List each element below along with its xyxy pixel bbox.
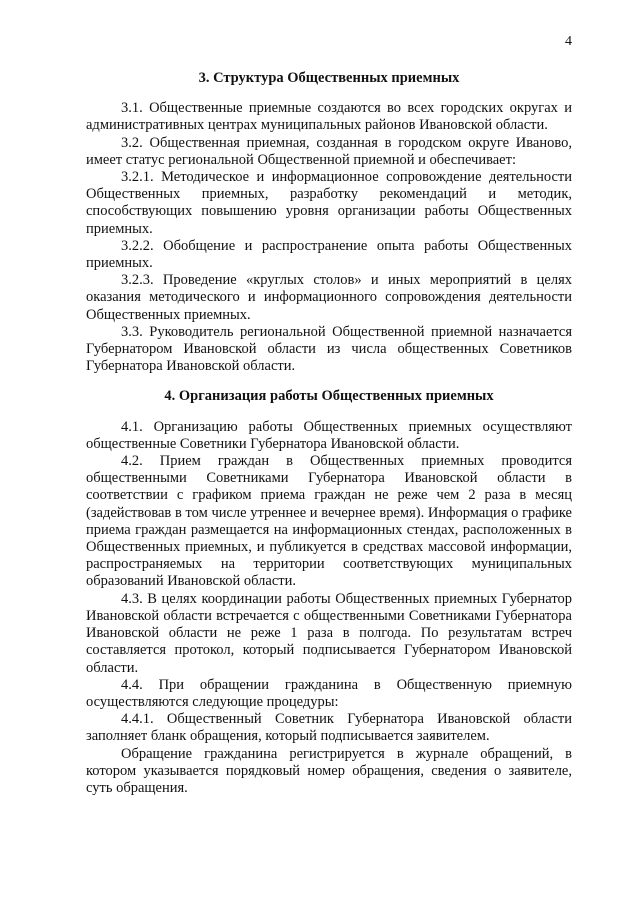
paragraph-4-2: 4.2. Прием граждан в Общественных приемных проводится общественными Советниками Губернатора Ивановской области в соответствии с графиком приема граждан не реже чем 2 раза в месяц (задействовав в том числе утреннее и вечернее время). Информация о графике приема граждан размещается на информационных стендах, расположенных в Общественных приемных, и публикуется в средствах массовой информации, распространяемых на территории соответствующих муниципальных образований Ивановской области. [86,453,572,590]
page-number: 4 [565,34,572,49]
section-4-heading: 4. Организация работы Общественных приемных [164,388,494,405]
paragraph-3-2-3: 3.2.3. Проведение «круглых столов» и иных мероприятий в целях оказания методического и информационного сопровождения деятельности Общественных приемных. [86,272,572,323]
paragraph-4-4-1: 4.4.1. Общественный Советник Губернатора Ивановской области заполняет бланк обращения, который подписывается заявителем. [86,711,572,745]
paragraph-4-3: 4.3. В целях координации работы Общественных приемных Губернатор Ивановской области встречается с общественными Советниками Губернатора Ивановской области не реже 1 раза в полгода. По результатам встреч составляется протокол, который подписывается Губернатором Ивановской области. [86,590,572,676]
paragraph-4-4: 4.4. При обращении гражданина в Общественную приемную осуществляются следующие процедуры: [86,676,572,710]
paragraph-4-1: 4.1. Организацию работы Общественных приемных осуществляют общественные Советники Губернатора Ивановской области. [86,418,572,452]
section-3-heading: 3. Структура Общественных приемных [198,70,460,86]
page-content [86,70,572,797]
paragraph-3-2-1: 3.2.1. Методическое и информационное сопровождение деятельности Общественных приемных, разработку рекомендаций и методик, способствующих повышению уровня организации работы Общественных приемных. [86,169,572,237]
paragraph-3-3: 3.3. Руководитель региональной Общественной приемной назначается Губернатором Ивановской области из числа общественных Советников Губернатора Ивановской области. [86,323,572,375]
paragraph-3-2-2: 3.2.2. Обобщение и распространение опыта работы Общественных приемных. [86,237,572,272]
paragraph-3-1: 3.1. Общественные приемные создаются во всех городских округах и административных центрах муниципальных районов Ивановской области. [86,100,572,134]
paragraph-3-2: 3.2. Общественная приемная, созданная в городском округе Иваново, имеет статус региональной Общественной приемной и обеспечивает: [86,134,572,168]
paragraph-registration: Обращение гражданина регистрируется в журнале обращений, в котором указывается порядковый номер обращения, сведения о заявителе, суть обращения. [86,745,572,796]
